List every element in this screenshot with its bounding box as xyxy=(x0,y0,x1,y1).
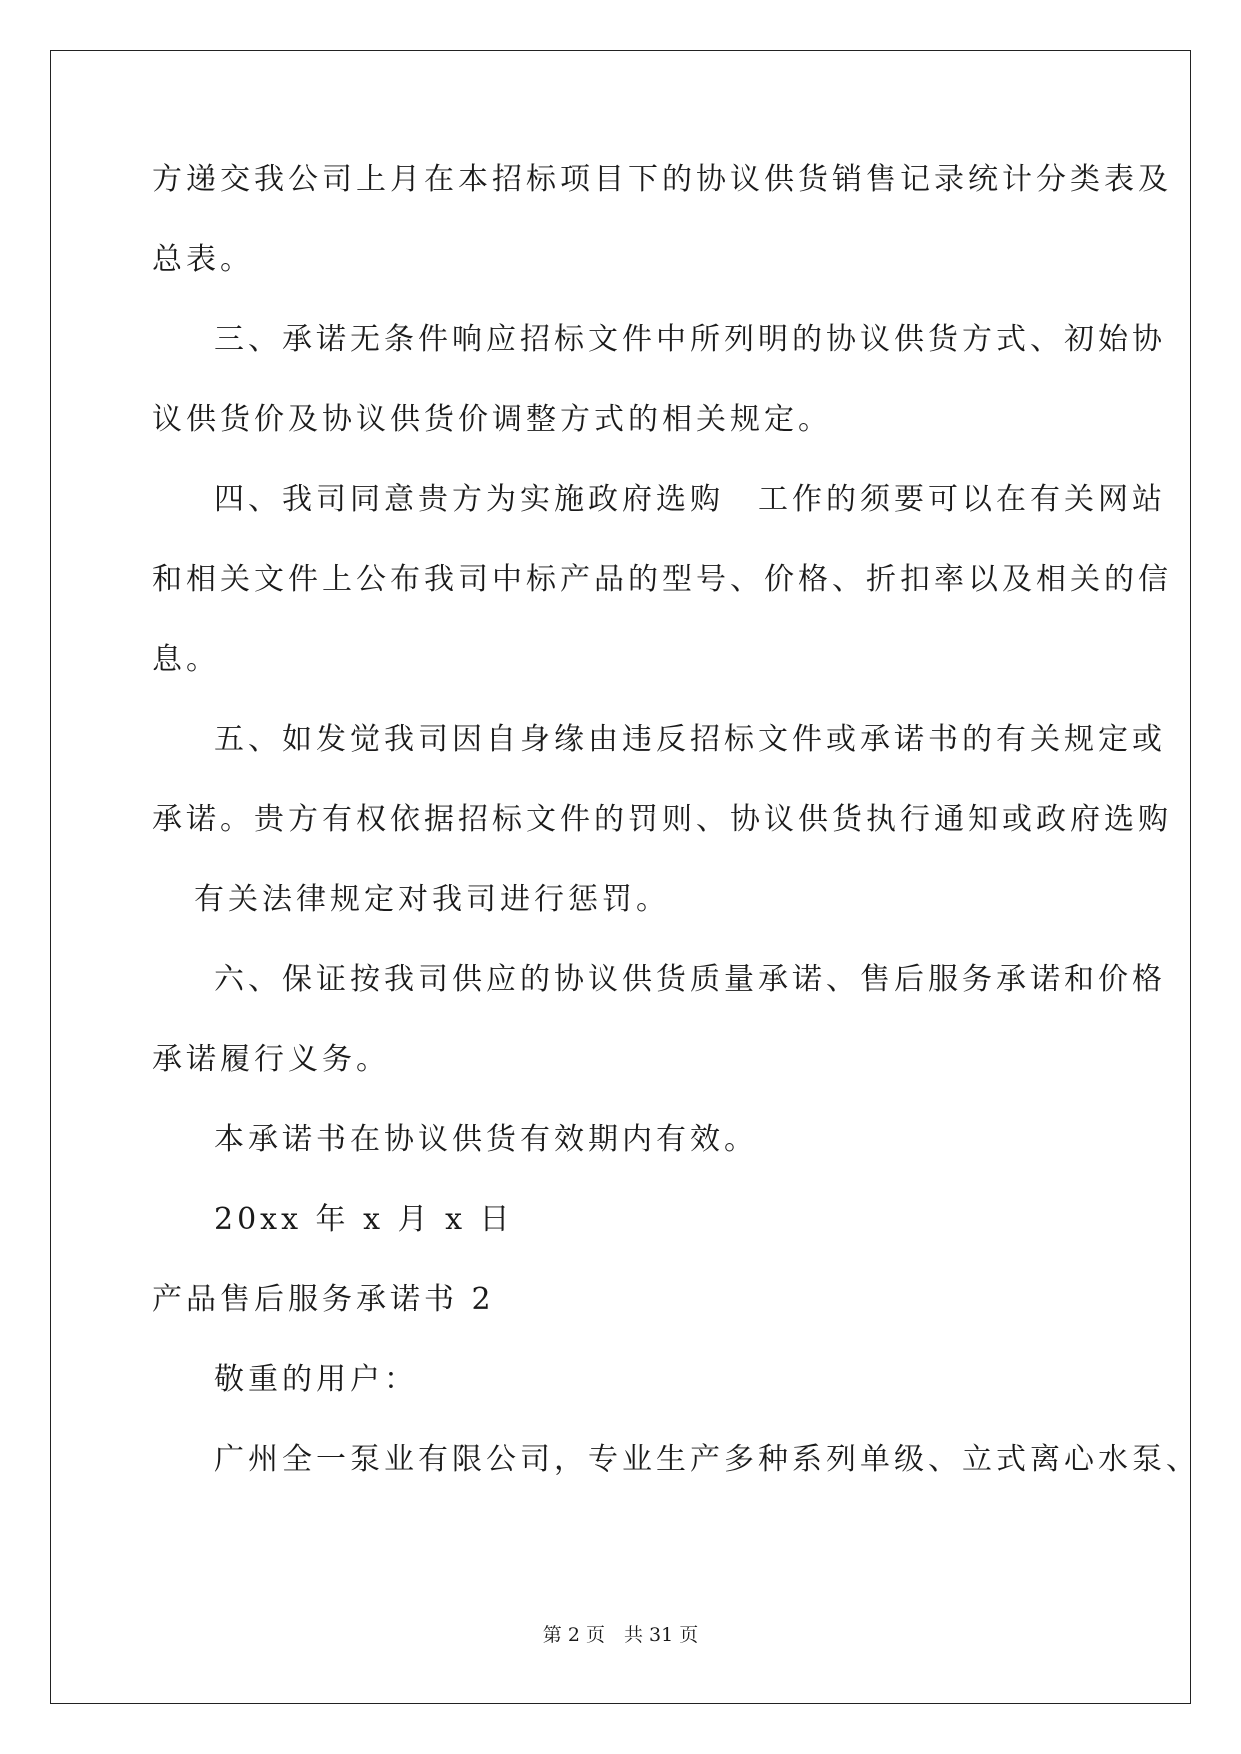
date-line: 20xx 年 x 月 x 日 xyxy=(214,1202,514,1237)
paragraph-line: 有关法律规定对我司进行惩罚。 xyxy=(194,882,670,917)
paragraph-line: 四、我司同意贵方为实施政府选购 工作的须要可以在有关网站 xyxy=(214,482,1166,517)
salutation: 敬重的用户： xyxy=(214,1362,418,1397)
paragraph-line: 承诺。贵方有权依据招标文件的罚则、协议供货执行通知或政府选购 xyxy=(152,802,1172,837)
paragraph-line: 三、承诺无条件响应招标文件中所列明的协议供货方式、初始协 xyxy=(214,322,1166,357)
section-heading: 产品售后服务承诺书 2 xyxy=(152,1282,495,1317)
paragraph-line: 广州全一泵业有限公司，专业生产多种系列单级、立式离心水泵、 xyxy=(214,1442,1200,1477)
paragraph-line: 总表。 xyxy=(152,242,254,277)
page-footer: 第 2 页 共 31 页 xyxy=(542,1624,699,1646)
document-body xyxy=(152,160,1200,1520)
paragraph-line: 息。 xyxy=(152,642,220,677)
paragraph-line: 和相关文件上公布我司中标产品的型号、价格、折扣率以及相关的信 xyxy=(152,562,1172,597)
paragraph-line: 六、保证按我司供应的协议供货质量承诺、售后服务承诺和价格 xyxy=(214,962,1166,997)
paragraph-line: 承诺履行义务。 xyxy=(152,1042,390,1077)
paragraph-line: 本承诺书在协议供货有效期内有效。 xyxy=(214,1122,758,1157)
paragraph-line: 议供货价及协议供货价调整方式的相关规定。 xyxy=(152,402,832,437)
paragraph-line: 五、如发觉我司因自身缘由违反招标文件或承诺书的有关规定或 xyxy=(214,722,1166,757)
paragraph-line: 方递交我公司上月在本招标项目下的协议供货销售记录统计分类表及 xyxy=(152,162,1172,197)
